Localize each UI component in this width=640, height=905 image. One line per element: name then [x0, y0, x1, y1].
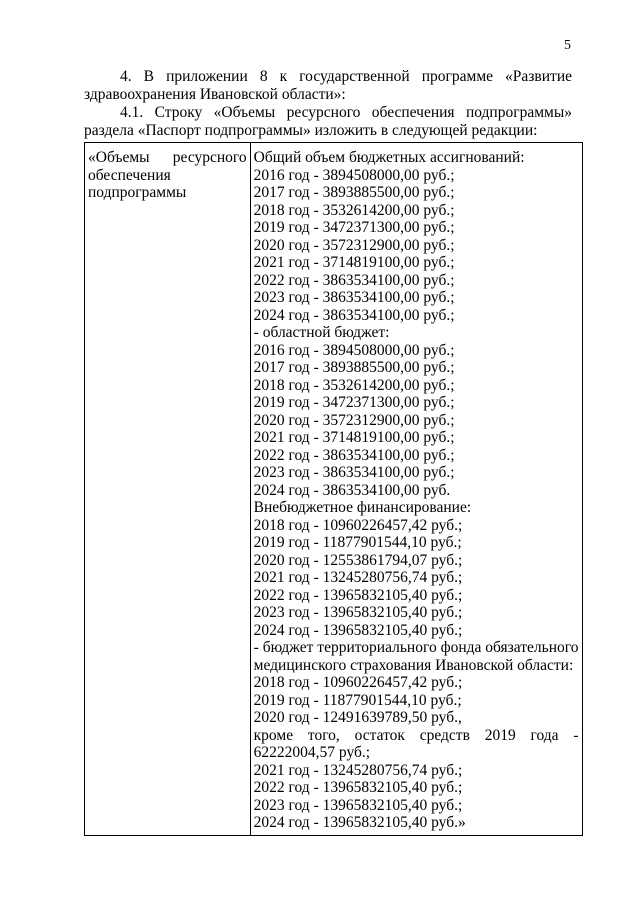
paragraph-amendment-4-1: 4.1. Строку «Объемы ресурсного обеспечения подпрограммы» раздела «Паспорт подпрограммы» изложить в следующей редакции: [84, 104, 572, 139]
year-amount-line: 2024 год - 3863534100,00 руб.; [253, 306, 455, 324]
section-extrabudget-lines [254, 517, 579, 640]
year-amount-line: 2022 год - 13965832105,40 руб.; [253, 779, 463, 796]
year-amount-line: 2018 год - 10960226457,42 руб.; [253, 674, 463, 691]
year-amount-line: 2018 год - 3532614200,00 руб.; [253, 376, 455, 394]
year-amount-line: 2018 год - 10960226457,42 руб.; [253, 516, 463, 534]
year-amount-line: 2024 год - 3863534100,00 руб. [253, 481, 451, 499]
section-extrabudget-heading: Внебюджетное финансирование: [253, 499, 472, 516]
year-amount-line: 2021 год - 3714819100,00 руб.; [253, 429, 455, 446]
year-amount-line: 2020 год - 12491639789,50 руб., [253, 709, 462, 726]
page-number: 5 [564, 38, 571, 53]
section-regional-heading: - областной бюджет: [253, 324, 390, 341]
section-fund-lines-after [254, 762, 579, 832]
section-total-lines [254, 167, 579, 325]
year-amount-line: 2020 год - 3572312900,00 руб.; [253, 411, 455, 429]
year-amount-line: 2019 год - 3472371300,00 руб.; [253, 394, 455, 411]
year-amount-line: 2016 год - 3894508000,00 руб.; [253, 166, 455, 184]
year-amount-line: 2019 год - 11877901544,10 руб.; [253, 534, 462, 551]
year-amount-line: 2024 год - 13965832105,40 руб.; [253, 621, 463, 639]
year-amount-line: 2020 год - 3572312900,00 руб.; [253, 236, 455, 254]
year-amount-line: 2022 год - 3863534100,00 руб.; [253, 446, 455, 464]
resource-table [84, 142, 583, 836]
year-amount-line: 2021 год - 13245280756,74 руб.; [253, 569, 463, 586]
label-line: «Объемы ресурсного [88, 149, 247, 166]
section-regional-lines [254, 342, 579, 500]
year-amount-line: 2023 год - 3863534100,00 руб.; [253, 289, 455, 306]
fund-note-line [254, 727, 579, 745]
year-amount-line: 2017 год - 3893885500,00 руб.; [253, 359, 455, 376]
label-line: обеспечения [88, 166, 171, 184]
label-line: подпрограммы [88, 184, 187, 201]
year-amount-line: 2016 год - 3894508000,00 руб.; [253, 341, 455, 359]
fund-note-amount: 62222004,57 руб.; [253, 744, 371, 761]
section-fund-heading: - бюджет территориального фонда обязательного [253, 639, 579, 656]
year-amount-line: 2021 год - 13245280756,74 руб.; [253, 761, 463, 779]
year-amount-line: 2017 год - 3893885500,00 руб.; [253, 184, 455, 201]
year-amount-line: 2023 год - 13965832105,40 руб.; [253, 604, 463, 621]
year-amount-line: 2019 год - 11877901544,10 руб.; [253, 691, 462, 709]
note-word: остаток [354, 726, 405, 744]
note-word: года [530, 726, 559, 744]
section-total-heading: Общий объем бюджетных ассигнований: [253, 149, 525, 166]
note-word: 2019 [484, 726, 516, 744]
value-cell [250, 143, 582, 836]
section-fund-lines-before [254, 674, 579, 727]
year-amount-line: 2021 год - 3714819100,00 руб.; [253, 254, 455, 271]
year-amount-line: 2023 год - 13965832105,40 руб.; [253, 796, 463, 814]
year-amount-line: 2018 год - 3532614200,00 руб.; [253, 201, 455, 219]
note-word: того, [307, 726, 340, 744]
year-amount-line: 2020 год - 12553861794,07 руб.; [253, 551, 463, 569]
year-amount-line: 2019 год - 3472371300,00 руб.; [253, 219, 455, 236]
note-word: кроме [253, 726, 294, 744]
year-amount-line: 2022 год - 3863534100,00 руб.; [253, 271, 455, 289]
year-amount-line: 2022 год - 13965832105,40 руб.; [253, 586, 463, 604]
label-cell [85, 143, 251, 836]
year-amount-line: 2024 год - 13965832105,40 руб.» [253, 814, 466, 831]
note-word: средств [419, 726, 470, 744]
paragraph-amendment-4: 4. В приложении 8 к государственной программе «Развитие здравоохранения Ивановской области»: [84, 68, 572, 103]
section-fund-heading: медицинского страхования Ивановской области: [253, 656, 574, 674]
year-amount-line: 2023 год - 3863534100,00 руб.; [253, 464, 455, 481]
note-word: - [573, 726, 579, 744]
